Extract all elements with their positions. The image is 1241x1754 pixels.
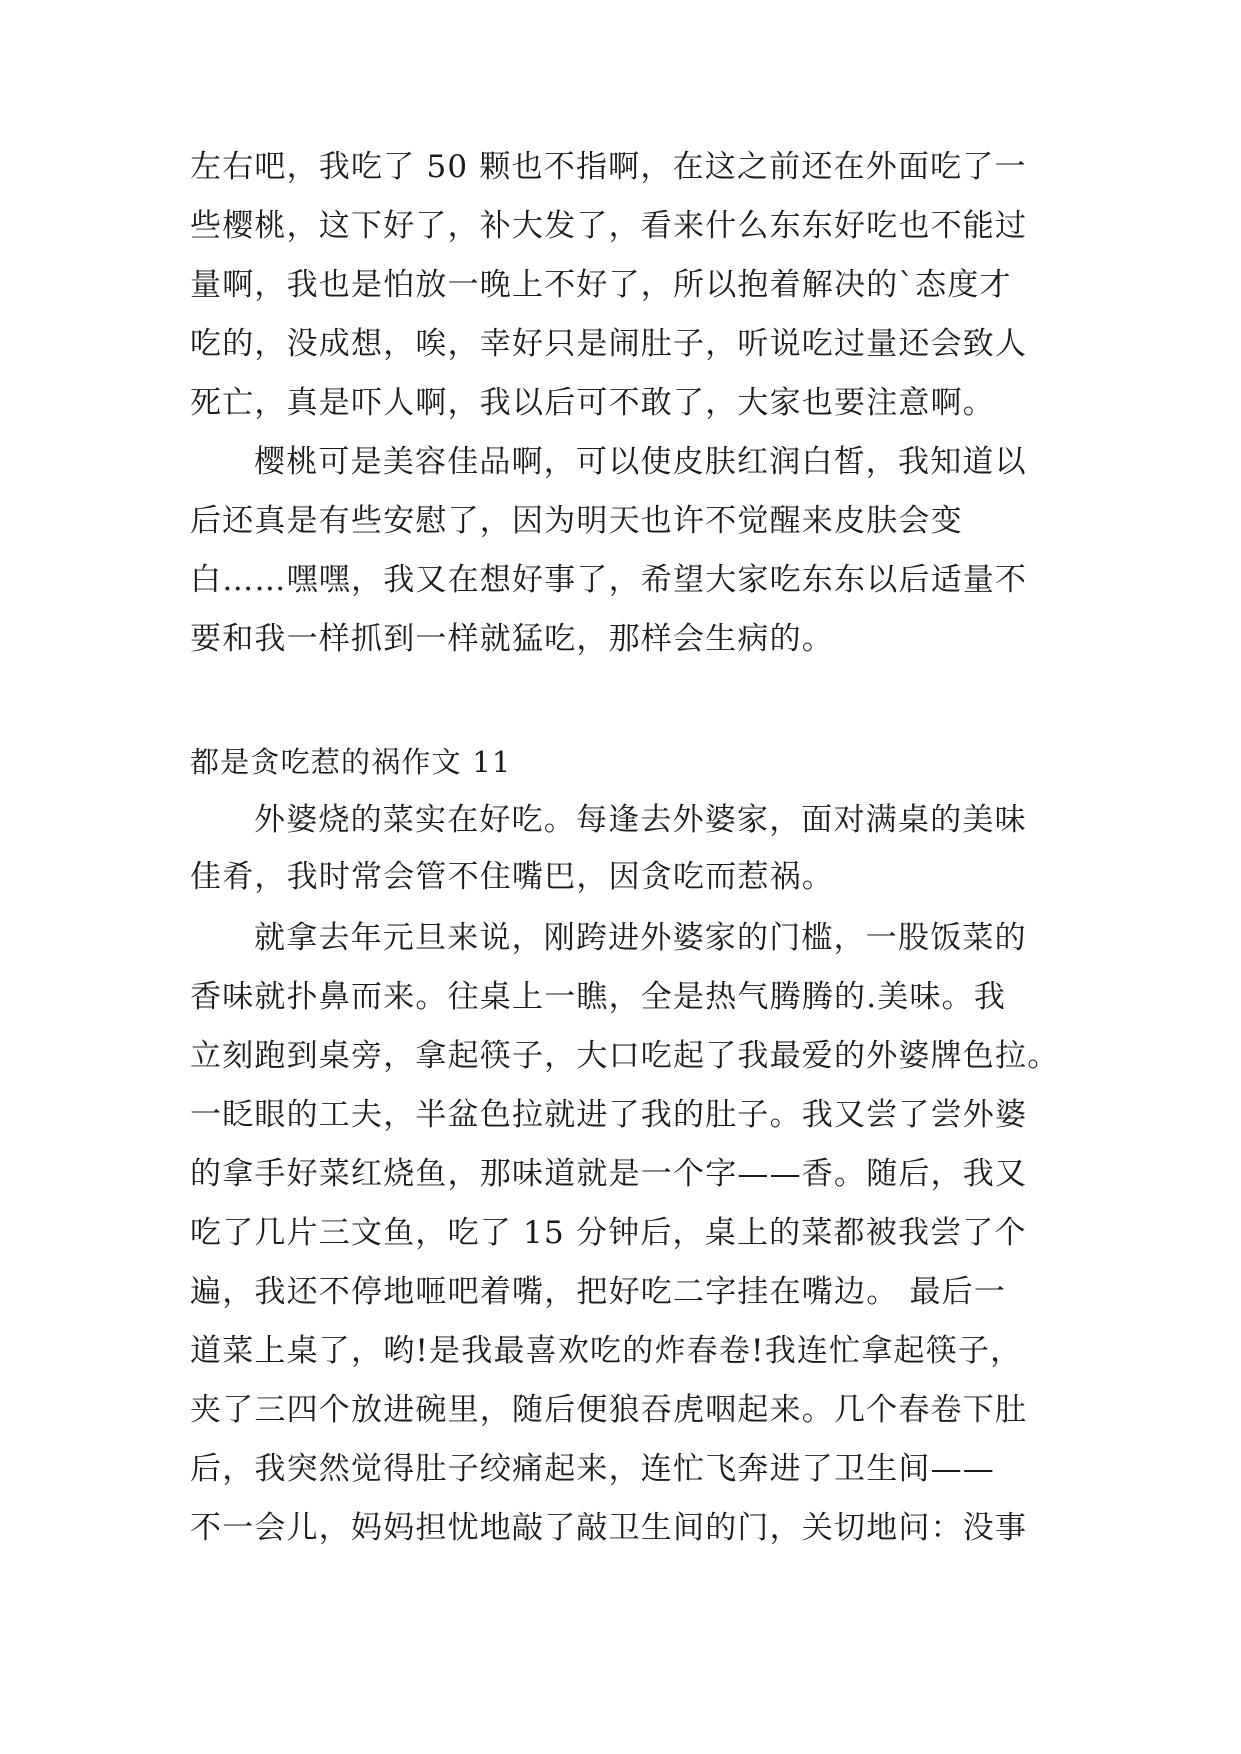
text-line: 后，我突然觉得肚子绞痛起来，连忙飞奔进了卫生间—— [190, 1451, 995, 1487]
text-line: 一眨眼的工夫，半盆色拉就进了我的肚子。我又尝了尝外婆 [190, 1097, 1028, 1133]
text-line: 后还真是有些安慰了，因为明天也许不觉醒来皮肤会变 [190, 503, 963, 539]
text-line: 些樱桃，这下好了，补大发了，看来什么东东好吃也不能过 [190, 208, 1028, 244]
text-line: 的拿手好菜红烧鱼，那味道就是一个字——香。随后，我又 [190, 1156, 1028, 1192]
text-line: 遍，我还不停地咂吧着嘴，把好吃二字挂在嘴边。 最后一 [190, 1274, 1007, 1310]
text-line: 吃的，没成想，唉，幸好只是闹肚子，听说吃过量还会致人 [190, 326, 1028, 362]
text-line: 道菜上桌了，哟!是我最喜欢吃的炸春卷!我连忙拿起筷子， [190, 1333, 1023, 1369]
text-line: 吃了几片三文鱼，吃了 15 分钟后，桌上的菜都被我尝了个 [190, 1215, 1027, 1251]
section-title: 都是贪吃惹的祸作文 11 [190, 745, 512, 779]
text-line: 佳肴，我时常会管不住嘴巴，因贪吃而惹祸。 [190, 859, 834, 895]
text-line: 死亡，真是吓人啊，我以后可不敢了，大家也要注意啊。 [190, 385, 995, 421]
text-line: 左右吧，我吃了 50 颗也不指啊，在这之前还在外面吃了一 [190, 149, 1027, 185]
text-line: 夹了三四个放进碗里，随后便狼吞虎咽起来。几个春卷下肚 [190, 1392, 1028, 1428]
text-line: 白……嘿嘿，我又在想好事了，希望大家吃东东以后适量不 [190, 562, 1028, 598]
text-line: 香味就扑鼻而来。往桌上一瞧，全是热气腾腾的.美味。我 [190, 979, 1007, 1015]
text-line: 不一会儿，妈妈担忧地敲了敲卫生间的门，关切地问：没事 [190, 1510, 1028, 1546]
text-line: 樱桃可是美容佳品啊，可以使皮肤红润白皙，我知道以 [254, 444, 1027, 480]
text-line: 量啊，我也是怕放一晚上不好了，所以抱着解决的`态度才 [190, 267, 1012, 303]
text-line: 立刻跑到桌旁，拿起筷子，大口吃起了我最爱的外婆牌色拉。 [190, 1038, 1060, 1074]
text-line: 外婆烧的菜实在好吃。每逢去外婆家，面对满桌的美味 [254, 802, 1027, 838]
text-line: 要和我一样抓到一样就猛吃，那样会生病的。 [190, 621, 834, 657]
text-line: 就拿去年元旦来说，刚跨进外婆家的门槛，一股饭菜的 [254, 920, 1027, 956]
